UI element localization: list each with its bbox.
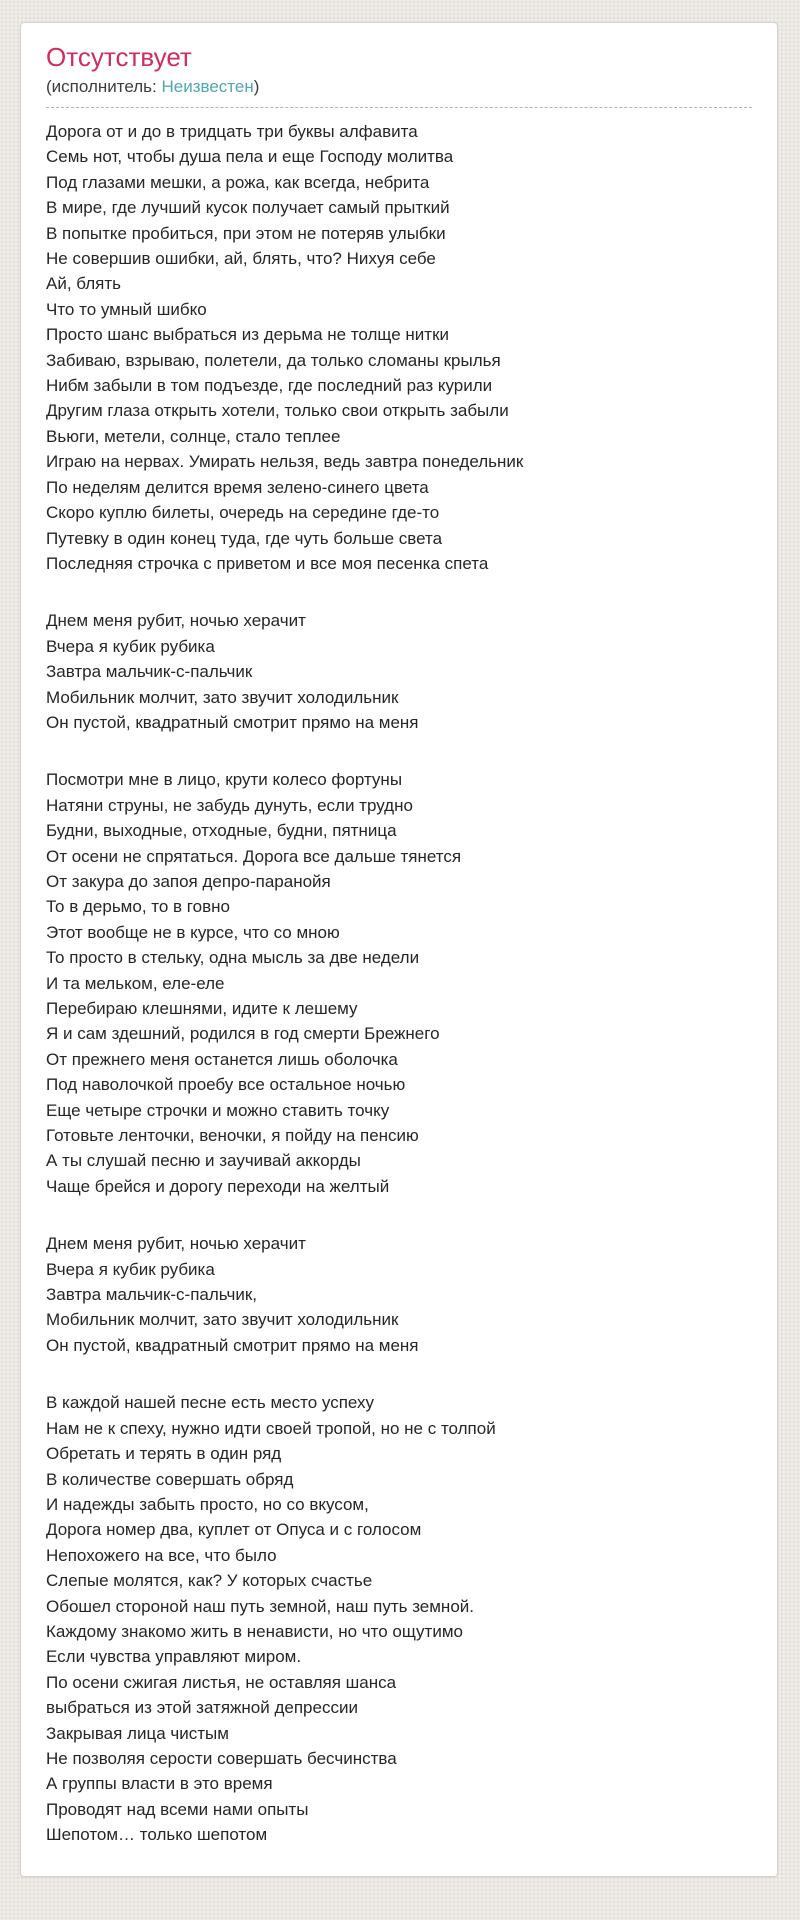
lyric-line: Еще четыре строчки и можно ставить точку (46, 1100, 390, 1120)
lyric-line: А группы власти в это время (46, 1774, 273, 1794)
lyrics-card (20, 22, 778, 1877)
lyric-line: Днем меня рубит, ночью херачит (46, 1234, 306, 1254)
lyric-line: Не совершив ошибки, ай, блять, что? Нихуя себе (46, 249, 436, 269)
lyric-line: Играю на нервах. Умирать нельзя, ведь завтра понедельник (46, 452, 524, 472)
lyrics-text (46, 119, 752, 1848)
lyric-line: Закрывая лица чистым (46, 1723, 229, 1743)
lyric-line: Мобильник молчит, зато звучит холодильник (46, 1310, 399, 1330)
lyric-line: И та мельком, еле-еле (46, 973, 225, 993)
lyric-line: Он пустой, квадратный смотрит прямо на меня (46, 1335, 419, 1355)
lyric-line: По неделям делится время зелено-синего цвета (46, 477, 429, 497)
stanza (46, 1231, 752, 1358)
lyric-line: Вьюги, метели, солнце, стало теплее (46, 426, 341, 446)
stanza (46, 608, 752, 735)
lyric-line: Обретать и терять в один ряд (46, 1444, 282, 1464)
dotted-divider (46, 107, 752, 108)
lyric-line: Готовьте ленточки, веночки, я пойду на пенсию (46, 1126, 419, 1146)
lyric-line: выбраться из этой затяжной депрессии (46, 1698, 358, 1718)
lyric-line: От закура до запоя депро-паранойя (46, 871, 331, 891)
lyric-line: Нам не к спеху, нужно идти своей тропой, но не с толпой (46, 1418, 496, 1438)
lyric-line: В количестве совершать обряд (46, 1469, 294, 1489)
lyric-line: Чаще брейся и дорогу переходи на желтый (46, 1176, 390, 1196)
lyric-line: Дорога от и до в тридцать три буквы алфавита (46, 122, 418, 141)
song-header (46, 41, 752, 108)
lyric-line: От осени не спрятаться. Дорога все дальше тянется (46, 846, 462, 866)
song-title: Отсутствует (46, 42, 192, 72)
lyric-line: Мобильник молчит, зато звучит холодильник (46, 687, 399, 707)
lyric-line: Другим глаза открыть хотели, только свои открыть забыли (46, 401, 509, 421)
lyric-line: Последняя строчка с приветом и все моя песенка спета (46, 553, 489, 573)
lyric-line: Обошел стороной наш путь земной, наш путь земной. (46, 1596, 474, 1616)
lyric-line: Под глазами мешки, а рожа, как всегда, небрита (46, 172, 430, 192)
lyric-line: Дорога номер два, куплет от Опуса и с голосом (46, 1520, 422, 1540)
lyric-line: То просто в стельку, одна мысль за две недели (46, 948, 420, 968)
lyric-line: Этот вообще не в курсе, что со мною (46, 922, 340, 942)
lyric-line: Завтра мальчик-с-пальчик (46, 662, 253, 682)
lyric-line: А ты слушай песню и заучивай аккорды (46, 1151, 361, 1171)
lyric-line: Просто шанс выбраться из дерьма не толще нитки (46, 325, 450, 345)
lyric-line: Вчера я кубик рубика (46, 1259, 215, 1279)
lyric-line: Завтра мальчик-с-пальчик, (46, 1285, 258, 1305)
stanza (46, 119, 752, 576)
lyric-line: Слепые молятся, как? У которых счастье (46, 1571, 373, 1591)
lyric-line: Будни, выходные, отходные, будни, пятница (46, 821, 397, 841)
lyric-line: То в дерьмо, то в говно (46, 897, 230, 917)
lyric-line: Перебираю клешнями, идите к лешему (46, 999, 358, 1018)
lyric-line: В попытке пробиться, при этом не потеряв улыбки (46, 223, 446, 243)
lyric-line: И надежды забыть просто, но со вкусом, (46, 1494, 369, 1514)
artist-suffix: ) (253, 77, 260, 96)
stanza (46, 767, 752, 1199)
lyric-line: Если чувства управляют миром. (46, 1647, 302, 1667)
artist-link[interactable]: Неизвестен (161, 77, 254, 96)
lyric-line: Ай, блять (46, 274, 122, 294)
lyric-line: Посмотри мне в лицо, крути колесо фортуны (46, 770, 403, 790)
lyric-line: Непохожего на все, что было (46, 1545, 277, 1565)
lyric-line: Что то умный шибко (46, 299, 207, 319)
lyric-line: Натяни струны, не забудь дунуть, если трудно (46, 795, 413, 815)
lyric-line: Каждому знакомо жить в ненависти, но что ощутимо (46, 1621, 463, 1641)
lyric-line: Шепотом… только шепотом (46, 1825, 268, 1845)
lyric-line: В мире, где лучший кусок получает самый прыткий (46, 198, 450, 218)
lyric-line: Я и сам здешний, родился в год смерти Брежнего (46, 1024, 440, 1044)
lyric-line: Скоро куплю билеты, очередь на середине где-то (46, 503, 440, 523)
lyric-line: В каждой нашей песне есть место успеху (46, 1393, 375, 1413)
lyric-line: Семь нот, чтобы душа пела и еще Господу молитва (46, 147, 454, 167)
artist-label: (исполнитель: (46, 77, 162, 96)
lyric-line: Забиваю, взрываю, полетели, да только сломаны крылья (46, 350, 501, 370)
lyric-line: Днем меня рубит, ночью херачит (46, 611, 306, 631)
lyric-line: По осени сжигая листья, не оставляя шанса (46, 1672, 397, 1692)
lyric-line: Он пустой, квадратный смотрит прямо на меня (46, 712, 419, 732)
lyric-line: Путевку в один конец туда, где чуть больше света (46, 528, 443, 548)
lyric-line: Проводят над всеми нами опыты (46, 1799, 309, 1819)
lyric-line: Под наволочкой проебу все остальное ночью (46, 1075, 406, 1095)
artist-line (46, 76, 752, 107)
stanza (46, 1390, 752, 1847)
lyric-line: Вчера я кубик рубика (46, 636, 215, 656)
lyric-line: От прежнего меня останется лишь оболочка (46, 1049, 398, 1069)
lyric-line: Не позволяя серости совершать бесчинства (46, 1748, 397, 1768)
lyric-line: Нибм забыли в том подъезде, где последний раз курили (46, 376, 493, 396)
